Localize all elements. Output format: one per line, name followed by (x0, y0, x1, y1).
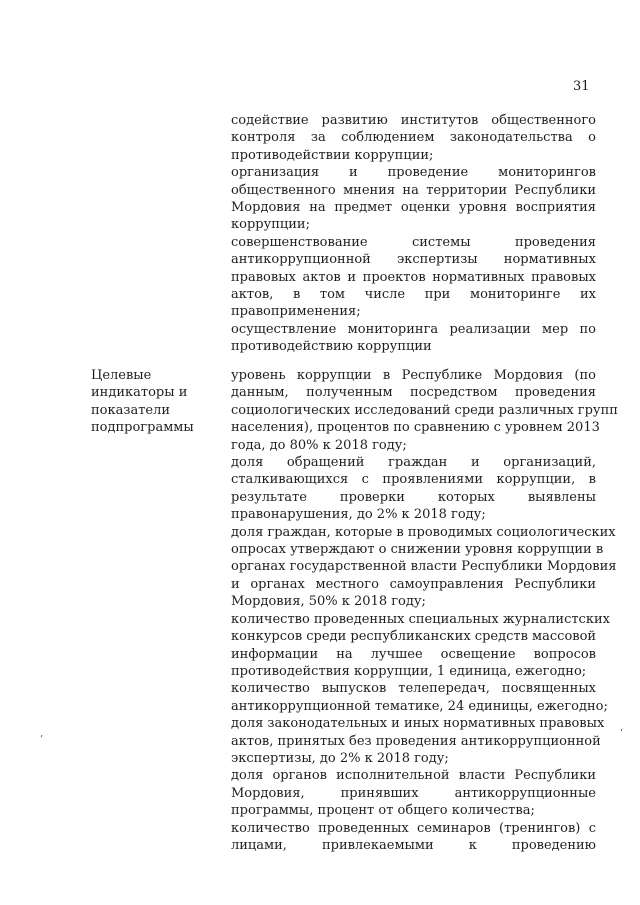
tasks-continuation-cell (231, 112, 596, 356)
text-line: сталкивающихся с проявлениями коррупции, в (231, 472, 596, 488)
text-line: доля органов исполнительной власти Республики (231, 768, 596, 784)
text-line: опросах утверждают о снижении уровня коррупции в (231, 542, 604, 558)
text-line: количество выпусков телепередач, посвященных (231, 681, 596, 697)
margin-mark-left: ‚ (40, 728, 44, 739)
text-line: Мордовия, 50% к 2018 году; (231, 594, 426, 610)
text-line: противодействия коррупции, 1 единица, ежегодно; (231, 663, 587, 679)
text-line: информации на лучшее освещение вопросов (231, 646, 596, 662)
text-line: количество проведенных специальных журналистских (231, 611, 610, 627)
text-line: доля обращений граждан и организаций, (231, 455, 596, 471)
row-label-target-indicators (91, 367, 211, 437)
text-line: коррупции; (231, 217, 310, 233)
text-line: количество проведенных семинаров (тренингов) с (231, 820, 596, 836)
text-line: контроля за соблюдением законодательства о (231, 130, 596, 146)
text-line: данным, полученным посредством проведения (231, 385, 596, 401)
text-line: года, до 80% к 2018 году; (231, 437, 407, 453)
page-number: 31 (573, 79, 590, 94)
text-line: правоприменения; (231, 304, 361, 320)
text-line: лицами, привлекаемыми к проведению (231, 837, 596, 853)
text-line: уровень коррупции в Республике Мордовия (по (231, 368, 596, 383)
text-line: экспертизы, до 2% к 2018 году; (231, 750, 449, 766)
text-line: общественного мнения на территории Республики (231, 182, 596, 198)
text-line: антикоррупционной экспертизы нормативных (231, 252, 596, 268)
text-line: и органах местного самоуправления Республики (231, 576, 596, 592)
text-line: населения), процентов по сравнению с уровнем 2013 (231, 420, 600, 436)
label-line: показатели (91, 402, 171, 418)
text-line: противодействии коррупции; (231, 147, 434, 163)
text-line: результате проверки которых выявлены (231, 489, 596, 505)
text-line: совершенствование системы проведения (231, 234, 596, 250)
text-line: правовых актов и проектов нормативных правовых (231, 269, 596, 285)
text-line: доля граждан, которые в проводимых социологических (231, 524, 616, 540)
text-line: конкурсов среди республиканских средств массовой (231, 629, 597, 645)
text-line: актов, в том числе при мониторинге их (231, 287, 596, 303)
label-line: подпрограммы (91, 420, 194, 436)
text-line: актов, принятых без проведения антикоррупционной (231, 733, 601, 749)
text-line: содействие развитию институтов общественного (231, 113, 596, 128)
text-line: органах государственной власти Республики Мордовия (231, 559, 617, 575)
text-line: доля законодательных и иных нормативных правовых (231, 716, 605, 732)
margin-mark-right: ‘ (620, 728, 624, 739)
label-line: Целевые (91, 368, 152, 383)
label-line: индикаторы и (91, 385, 188, 401)
text-line: Мордовия на предмет оценки уровня восприятия (231, 200, 596, 216)
text-line: программы, процент от общего количества; (231, 803, 535, 819)
text-line: социологических исследований среди различных групп (231, 402, 618, 418)
text-line: организация и проведение мониторингов (231, 165, 596, 181)
row-content-target-indicators (231, 367, 618, 854)
text-line: противодействию коррупции (231, 339, 432, 355)
text-line: правонарушения, до 2% к 2018 году; (231, 507, 486, 523)
text-line: антикоррупционной тематике, 24 единицы, ежегодно; (231, 698, 608, 714)
text-line: Мордовия, принявших антикоррупционные (231, 785, 596, 801)
text-line: осуществление мониторинга реализации мер по (231, 321, 596, 337)
